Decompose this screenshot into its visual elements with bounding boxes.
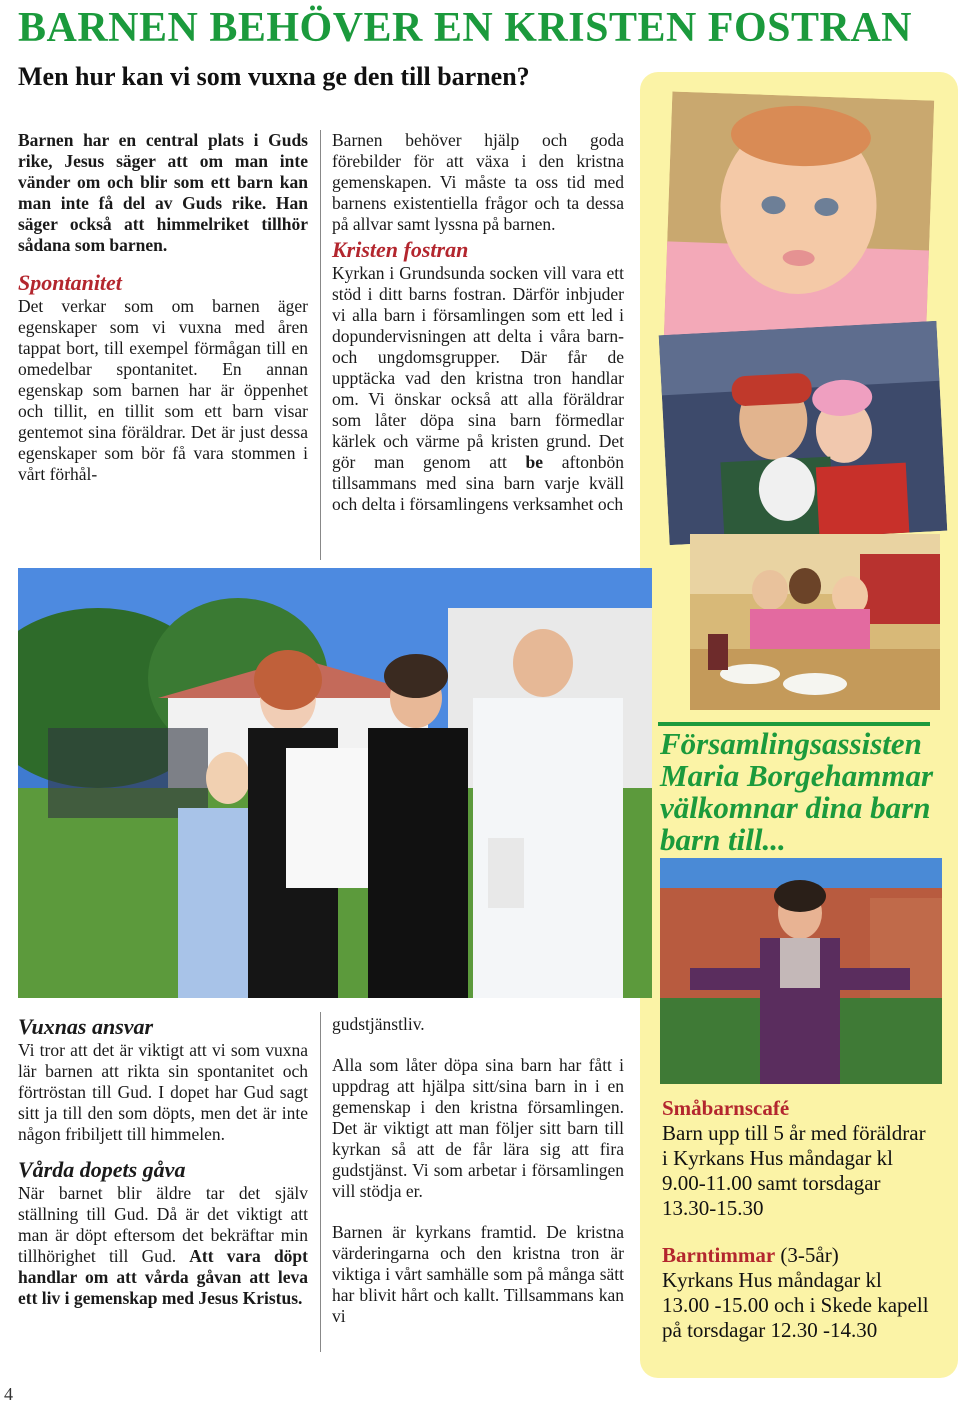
forebilder-paragraph: Barnen behöver hjälp och goda förebilder för att växa i den kristna gemenskapen. Vi måste ta oss tid med barnens existentiella frågor och ta dessa på allvar samt lyssna på barnen.: [332, 130, 624, 234]
girls-bus-photo: [659, 321, 948, 545]
kyrkans-framtid-paragraph: Barnen är kyrkans framtid. De kristna värderingarna och den kristna tron är viktiga i vårt samhälle som på många sätt har blivit hårt och kallt. Tillsammans kan vi: [332, 1222, 624, 1326]
bottom-column-2: [332, 1014, 624, 1327]
barntimmar-block: [662, 1243, 932, 1343]
gudstjanstliv-paragraph: gudstjänstliv.: [332, 1014, 425, 1034]
vuxnas-ansvar-text: Vi tror att det är viktigt att vi som vuxna lär barnen att rikta sin spontanitet och förtröstan till Gud. I dopet har Gud sagt sitt ja till den som döpts, men det är inte någon fribiljett till himmelen.: [18, 1040, 308, 1144]
smabarnscafe-block: [662, 1096, 932, 1221]
kids-table-photo: [690, 534, 940, 710]
page-subtitle: Men hur kan vi som vuxna ge den till barnen?: [18, 62, 530, 91]
bottom-column-1: [18, 1014, 308, 1309]
smabarnscafe-heading: Småbarnscafé: [662, 1096, 790, 1120]
baptism-group-photo: [18, 568, 652, 998]
kristen-fostran-heading: Kristen fostran: [332, 237, 469, 262]
column-divider: [320, 130, 321, 560]
intro-paragraph: Barnen har en central plats i Guds rike, Jesus säger att om man inte vänder om och blir som ett barn kan man inte få del av Guds rike. Han säger också att himmelriket tillhör sådana som barnen.: [18, 130, 308, 255]
spontanitet-heading: Spontanitet: [18, 270, 122, 295]
baby-photo: [664, 92, 934, 349]
spontanitet-text: Det verkar som om barnen äger egenskaper som vi vuxna med åren tappat bort, till exempel förmågan till en omedelbar spontanitet. En annan egenskap som barnen har är öppenhet och tillit, en tillit som ett barn visar gentemot sina föräldrar. Det är just dessa egenskaper som bör få vara stommen i vårt förhål-: [18, 296, 308, 484]
barntimmar-heading: Barntimmar: [662, 1243, 776, 1267]
bottom-column-divider: [320, 1012, 321, 1352]
page-title: BARNEN BEHÖVER EN KRISTEN FOSTRAN: [18, 5, 912, 51]
assistant-caption: Församlingsassisten Maria Borgehammar välkomnar dina barn barn till...: [660, 726, 934, 857]
vuxnas-ansvar-heading: Vuxnas ansvar: [18, 1014, 154, 1039]
column-2: [332, 130, 624, 515]
varda-dopets-gava-text: När barnet blir äldre tar det själv ställning till Gud. Då är det viktigt att man är döpt eftersom det bekräftar min tillhörighet till Gud. Att vara döpt handlar om att vårda gåvan att leva ett liv i gemenskap med Jesus Kristus.: [18, 1183, 308, 1308]
assistant-photo: [660, 858, 942, 1084]
varda-dopets-gava-heading: Vårda dopets gåva: [18, 1157, 186, 1182]
barntimmar-text: Kyrkans Hus måndagar kl 13.00 -15.00 och i Skede kapell på torsdagar 12.30 -14.30: [662, 1268, 929, 1342]
smabarnscafe-text: Barn upp till 5 år med föräldrar i Kyrkans Hus måndagar kl 9.00-11.00 samt torsdagar 13.30-15.30: [662, 1121, 926, 1220]
barntimmar-age: (3-5år): [780, 1243, 839, 1267]
kristen-fostran-text: Kyrkan i Grundsunda socken vill vara ett stöd i ditt barns fostran. Därför inbjuder vi alla barn i församlingen som ett led i dopundervisningen att delta i våra barn- och ungdomsgrupper. Där får de upptäcka vad den kristna tron handlar om. Vi önskar också att alla föräldrar som låter döpa sina barn förmedlar kärlek och värme på kristen grund. Det gör man genom att be aftonbön tillsammans med sina barn varje kväll och delta i församlingens verksamhet och: [332, 263, 624, 514]
page-number: 4: [4, 1384, 13, 1404]
dop-uppdrag-paragraph: Alla som låter döpa sina barn har fått i uppdrag att hjälpa sitt/sina barn in i en gemenskap i den kristna församlingen. Det är viktigt att man följer sitt barn till kyrkan så att de får lära sig att fira gudstjänst. Vi som arbetar i församlingen vill stödja er.: [332, 1055, 624, 1201]
column-1: [18, 130, 308, 485]
